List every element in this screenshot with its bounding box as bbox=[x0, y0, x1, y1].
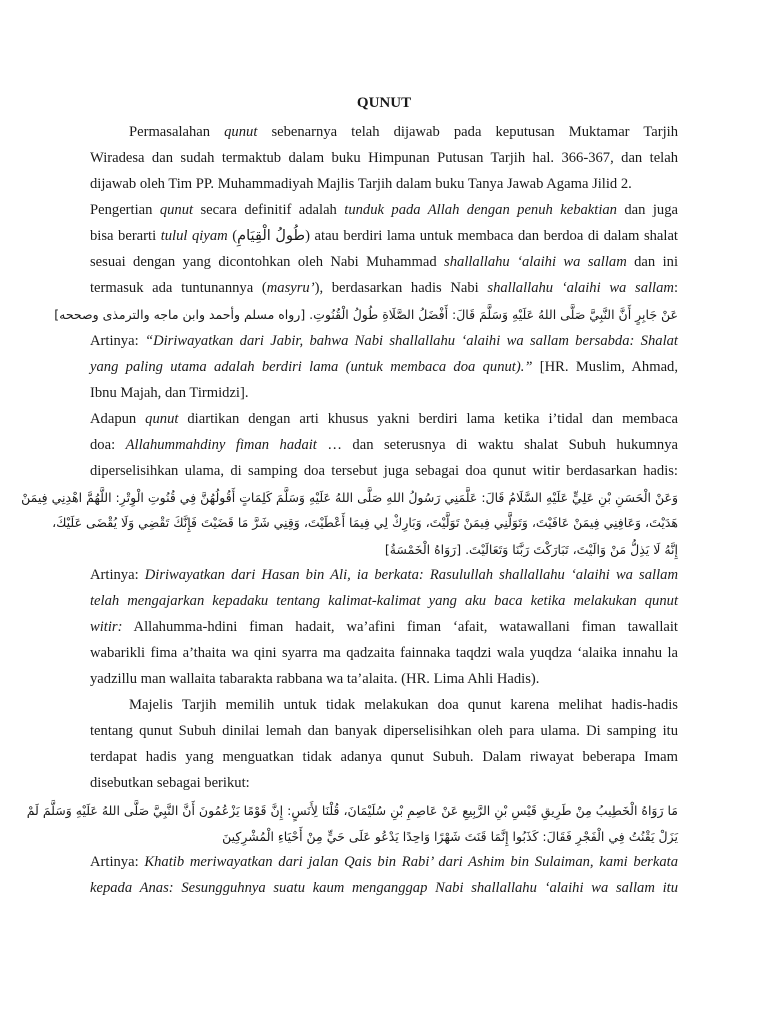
arabic-hadith-line: مَا رَوَاهُ الْخَطِيبُ مِنْ طَرِيقِ قَيْسِ بْنِ الرَّبِيعِ عَنْ عَاصِمِ بْنِ سُلَيْمَانَ، قُلْنَا لِأَنَسٍ: إِنَّ قَوْمًا يَزْعُمُونَ أَنَّ النَّبِيَّ صَلَّى اللهُ عَلَيْهِ وَسَلَّمَ لَمْ bbox=[26, 803, 678, 818]
arabic-hadith-line: إِنَّهُ لَا يَذِلُّ مَنْ وَالَيْتَ، تَبَارَكْتَ رَبَّنَا وَتَعَالَيْتَ. [رَوَاهُ الْخَمْسَةُ] bbox=[384, 542, 678, 557]
text-line: disebutkan sebagai berikut: bbox=[90, 775, 250, 791]
text-line: Artinya: “Diriwayatkan dari Jabir, bahwa Nabi shallallahu ‘alaihi wa sallam bersabda: Shalat bbox=[90, 333, 678, 349]
arabic-hadith-line: يَزَلْ يَقْنُتُ فِي الْفَجْرِ فَقَالَ: كَذَبُوا إِنَّمَا قَنَتَ شَهْرًا وَاحِدًا يَدْعُو عَلَى حَيٍّ مِنْ أَحْيَاءِ الْمُشْرِكِينَ bbox=[222, 829, 678, 844]
text-line: yadzillu man wallaita tabarakta rabbana wa ta’alaita. (HR. Lima Ahli Hadis). bbox=[90, 671, 540, 687]
text-line: bisa berarti tulul qiyam (طُولُ الْقِيَامِ) atau berdiri lama untuk membaca dan berdoa di dalam shalat bbox=[90, 228, 678, 244]
arabic-hadith-line: عَنْ جَابِرٍ أَنَّ النَّبِيَّ صَلَّى اللهُ عَلَيْهِ وَسَلَّمَ قَالَ: أَفْضَلُ الصَّلَاةِ طُولُ الْقُنُوتِ. [رواه مسلم وأحمد وابن ماجه والترمذى وصححه] bbox=[54, 307, 678, 322]
text-line: diperselisihkan ulama, di samping doa tersebut juga sebagai doa qunut witir berdasarkan hadis: bbox=[90, 463, 678, 479]
text-line: Permasalahan qunut sebenarnya telah dijawab pada keputusan Muktamar Tarjih bbox=[129, 124, 678, 140]
text-line: Majelis Tarjih memilih untuk tidak melakukan doa qunut karena melihat hadis-hadis bbox=[129, 697, 678, 713]
arabic-hadith-line: هَدَيْتَ، وَعَافِنِي فِيمَنْ عَافَيْتَ، وَتَوَلَّنِي فِيمَنْ تَوَلَّيْتَ، وَبَارِكْ لِي فِيمَا أَعْطَيْتَ، وَقِنِي شَرَّ مَا قَضَيْتَ فَإِنَّكَ تَقْضِي وَلَا يُقْضَى عَلَيْكَ، bbox=[52, 515, 678, 530]
text-line: telah mengajarkan kepadaku tentang kalimat-kalimat yang aku baca ketika melakukan qunut bbox=[90, 593, 678, 609]
text-line: Artinya: Diriwayatkan dari Hasan bin Ali, ia berkata: Rasulullah shallallahu ‘alaihi wa sallam bbox=[90, 567, 678, 583]
text-line: Pengertian qunut secara definitif adalah tunduk pada Allah dengan penuh kebaktian dan juga bbox=[90, 202, 678, 218]
text-line: wabarikli fima a’thaita wa qini syarra ma qadzaita fainnaka taqdzi wala yuqdza ‘alaika innahu la bbox=[90, 645, 678, 661]
text-line: sesuai dengan yang dicontohkan oleh Nabi Muhammad shallallahu ‘alaihi wa sallam dan ini bbox=[90, 254, 678, 270]
document-title: QUNUT bbox=[356, 95, 412, 111]
text-line: dijawab oleh Tim PP. Muhammadiyah Majlis Tarjih dalam buku Tanya Jawab Agama Jilid 2. bbox=[90, 176, 632, 192]
text-line: Adapun qunut diartikan dengan arti khusus yakni berdiri lama ketika i’tidal dan membaca bbox=[90, 411, 678, 427]
text-line: yang paling utama adalah berdiri lama (untuk membaca doa qunut).” [HR. Muslim, Ahmad, bbox=[90, 359, 678, 375]
text-line: tentang qunut Subuh dinilai lemah dan banyak diperselisihkan oleh para ulama. Di samping itu bbox=[90, 723, 678, 739]
text-line: Wiradesa dan sudah termaktub dalam buku Himpunan Putusan Tarjih hal. 366-367, dan telah bbox=[90, 150, 678, 166]
arabic-hadith-line: وَعَنْ الْحَسَنِ بْنِ عَلِيٍّ عَلَيْهِ السَّلَامُ قَالَ: عَلَّمَنِي رَسُولُ اللهِ صَلَّى اللهُ عَلَيْهِ وَسَلَّمَ كَلِمَاتٍ أَقُولُهُنَّ فِي قُنُوتِ الْوِتْرِ: اللَّهُمَّ اهْدِنِي فِيمَنْ bbox=[21, 490, 678, 505]
text-line: Ibnu Majah, dan Tirmidzi]. bbox=[90, 385, 249, 401]
text-line: terdapat hadis yang menguatkan tidak adanya qunut Subuh. Dalam riwayat beberapa Imam bbox=[90, 749, 678, 765]
text-line: termasuk ada tuntunannya (masyru’), berdasarkan hadis Nabi shallallahu ‘alaihi wa sallam: bbox=[90, 280, 678, 296]
text-line: Artinya: Khatib meriwayatkan dari jalan Qais bin Rabi’ dari Ashim bin Sulaiman, kami berkata bbox=[90, 854, 678, 870]
text-line: kepada Anas: Sesungguhnya suatu kaum menganggap Nabi shallallahu ‘alaihi wa sallam itu bbox=[90, 880, 678, 896]
text-line: doa: Allahummahdiny fiman hadait … dan seterusnya di waktu shalat Subuh hukumnya bbox=[90, 437, 678, 453]
text-line: witir: Allahumma-hdini fiman hadait, wa’afini fiman ‘afait, watawallani fiman tawallait bbox=[90, 619, 678, 635]
